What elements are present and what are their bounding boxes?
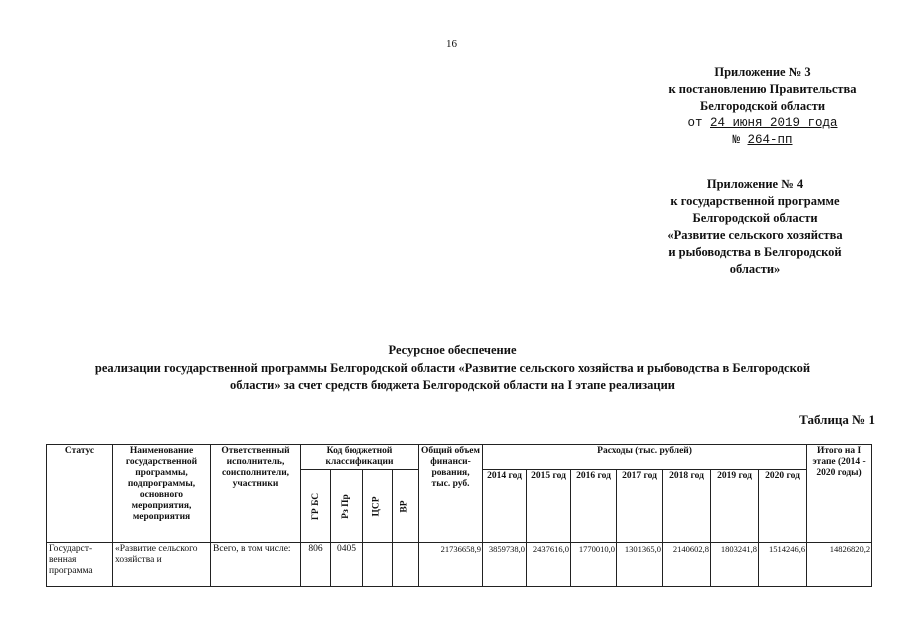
header-2019: 2019 год: [711, 470, 759, 543]
cell-2020: 1514246,6: [759, 543, 807, 587]
header-csr: ЦСР: [363, 470, 393, 543]
appendix-4-line2: Белгородской области: [692, 211, 818, 225]
table-row: [47, 543, 872, 587]
header-budget-code: Код бюджетной классификации: [301, 445, 419, 470]
appendix-4-line1: к государственной программе: [670, 194, 840, 208]
cell-name: «Развитие сельского хозяйства и: [113, 543, 211, 587]
cell-vr: [393, 543, 419, 587]
appendix-3-line2: Белгородской области: [699, 99, 826, 113]
header-executor: Ответственный исполнитель, соисполнители, участники: [211, 445, 301, 543]
cell-2017: 1301365,0: [617, 543, 663, 587]
header-2016: 2016 год: [571, 470, 617, 543]
cell-stage-total: 14826820,2: [807, 543, 872, 587]
header-2014: 2014 год: [483, 470, 527, 543]
date-value: 24 июня 2019 года: [710, 116, 838, 130]
header-2017: 2017 год: [617, 470, 663, 543]
cell-2014: 3859738,0: [483, 543, 527, 587]
document-title: Ресурсное обеспечение: [388, 343, 517, 357]
header-stage-total: Итого на I этапе (2014 - 2020 годы): [807, 445, 872, 543]
number-prefix: №: [732, 133, 740, 147]
cell-executor: Всего, в том числе:: [211, 543, 301, 587]
appendix-3-block: [640, 64, 885, 149]
cell-grbs: 806: [301, 543, 331, 587]
appendix-4-block: [630, 176, 880, 278]
appendix-4-line4: и рыбоводства в Белгородской: [668, 245, 842, 259]
header-name: Наименование государственной программы, подпрограммы, основного мероприятия, мероприятия: [113, 445, 211, 543]
header-2020: 2020 год: [759, 470, 807, 543]
appendix-3-date: [640, 115, 885, 132]
header-rzpr: Рз Пр: [331, 470, 363, 543]
cell-csr: [363, 543, 393, 587]
appendix-4-title: Приложение № 4: [706, 177, 804, 191]
cell-total: 21736658,9: [419, 543, 483, 587]
table-caption: Таблица № 1: [799, 412, 875, 427]
cell-2019: 1803241,8: [711, 543, 759, 587]
header-2015: 2015 год: [527, 470, 571, 543]
page-number: 16: [446, 38, 457, 50]
header-vr: ВР: [393, 470, 419, 543]
appendix-3-line1: к постановлению Правительства: [668, 82, 857, 96]
resource-table: [46, 444, 872, 587]
header-total: Общий объем финанси-рования, тыс. руб.: [419, 445, 483, 543]
header-status: Статус: [47, 445, 113, 543]
header-2018: 2018 год: [663, 470, 711, 543]
appendix-3-number: [640, 132, 885, 149]
date-prefix: от: [687, 116, 703, 130]
cell-2015: 2437616,0: [527, 543, 571, 587]
header-grbs: ГР БС: [301, 470, 331, 543]
appendix-4-line5: области»: [729, 262, 781, 276]
cell-2016: 1770010,0: [571, 543, 617, 587]
cell-status: Государст-венная программа: [47, 543, 113, 587]
appendix-4-line3: «Развитие сельского хозяйства: [667, 228, 843, 242]
document-subtitle-line1: реализации государственной программы Белгородской области «Развитие сельского хозяйства и рыбоводства в Белгородской: [94, 361, 811, 375]
header-expenses: Расходы (тыс. рублей): [483, 445, 807, 470]
document-subtitle-line2: области» за счет средств бюджета Белгородской области на I этапе реализации: [230, 378, 675, 392]
document-subtitle: [20, 360, 885, 394]
appendix-3-title: Приложение № 3: [714, 65, 811, 79]
number-value: 264-пп: [747, 133, 793, 147]
cell-2018: 2140602,8: [663, 543, 711, 587]
cell-rzpr: 0405: [331, 543, 363, 587]
